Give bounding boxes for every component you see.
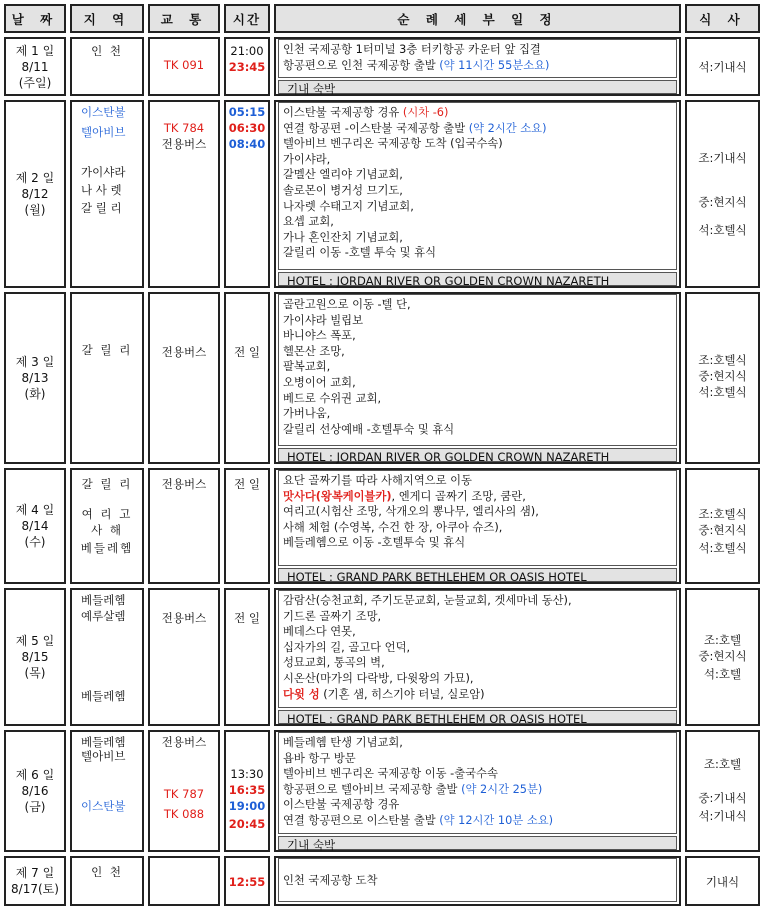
schedule-text: 나자렛 수태고지 기념교회, [283, 199, 414, 213]
schedule-line [283, 245, 672, 261]
region-name: 이스탄불 [81, 799, 126, 813]
date-label: 8/11 [21, 59, 49, 74]
schedule-line [283, 766, 672, 782]
time-value: 전 일 [234, 345, 260, 359]
meal-label: 중:기내식 [698, 791, 747, 805]
day-label: 제 5 일 [15, 634, 55, 648]
region-name: 베들레헴 [80, 541, 134, 555]
transport-label: TK 091 [163, 58, 205, 72]
header-date: 날 짜 [4, 4, 66, 33]
schedule-box [278, 858, 677, 902]
schedule-lines [283, 873, 672, 889]
region-cell [70, 100, 144, 288]
schedule-text: 가나 혼인잔치 기념교회, [283, 230, 403, 244]
meal-cell [685, 100, 760, 288]
schedule-box [278, 470, 677, 566]
transport-cell [148, 292, 220, 464]
schedule-text: 팔복교회, [283, 360, 331, 374]
schedule-text: 요단 골짜기를 따라 사해지역으로 이동 [283, 474, 472, 487]
schedule-lines [283, 735, 672, 829]
region-name: 갈 릴 리 [81, 477, 133, 491]
meal-label: 조:기내식 [698, 151, 747, 165]
schedule-line [283, 42, 672, 58]
time-cell [224, 292, 270, 464]
schedule-line [283, 535, 672, 551]
schedule-line [283, 640, 672, 656]
schedule-line [283, 359, 672, 375]
day-cell [4, 100, 66, 288]
date-label: 8/14 [21, 519, 49, 533]
time-cell [224, 730, 270, 852]
schedule-text: 성묘교회, 통곡의 벽, [283, 656, 385, 670]
schedule-text: (약 2시간 소요) [468, 121, 547, 135]
schedule-text: 인천 국제공항 도착 [283, 874, 378, 887]
time-cell [224, 588, 270, 726]
transport-cell [148, 588, 220, 726]
lodging-bar: HOTEL : GRAND PARK BETHLEHEM OR OASIS HOTEL [278, 568, 677, 582]
schedule-line [283, 344, 672, 360]
time-value: 23:45 [228, 60, 266, 74]
region-name: 갈 릴 리 [81, 201, 122, 215]
schedule-lines [283, 105, 672, 261]
day-cell [4, 588, 66, 726]
transport-label: TK 784 [163, 121, 205, 135]
lodging-bar: 기내 숙박 [278, 80, 677, 94]
transport-label: TK 787 [163, 787, 205, 801]
schedule-line [283, 782, 672, 798]
schedule-line [283, 313, 672, 329]
day-label: 제 6 일 [15, 768, 55, 782]
day-label: 제 2 일 [15, 171, 55, 185]
time-value: 19:00 [228, 799, 266, 813]
day-cell [4, 856, 66, 906]
day-cell [4, 292, 66, 464]
meal-label: 조:호텔 [703, 757, 742, 771]
schedule-line [283, 328, 672, 344]
day-label: 제 7 일 [15, 866, 55, 880]
time-cell [224, 468, 270, 584]
time-value: 전 일 [234, 611, 260, 625]
schedule-text: 맛사다(왕복케이블카) [283, 489, 392, 503]
region-cell [70, 588, 144, 726]
meal-label: 중:현지식 [698, 195, 747, 209]
weekday-label: (금) [24, 800, 46, 814]
schedule-cell [274, 292, 681, 464]
region-name: 베들레헴 [81, 735, 126, 749]
meal-label: 조:호텔 [703, 633, 742, 647]
schedule-text: 다윗 성 [283, 687, 320, 701]
schedule-text: 사해 체험 (수영복, 수건 한 장, 아쿠아 슈즈), [283, 520, 503, 534]
schedule-cell [274, 730, 681, 852]
schedule-line [283, 406, 672, 422]
schedule-text: (기혼 샘, 히스기야 터널, 실로암) [319, 687, 485, 701]
schedule-text: 헬몬산 조망, [283, 344, 345, 358]
day-cell [4, 730, 66, 852]
schedule-text: 가버나움, [283, 407, 331, 421]
schedule-line [283, 504, 672, 520]
weekday-label: (화) [24, 387, 46, 401]
transport-cell [148, 100, 220, 288]
meal-label: 조:호텔식 [698, 353, 747, 367]
region-cell [70, 292, 144, 464]
schedule-text: 베드로 수위권 교회, [283, 391, 382, 405]
schedule-line [283, 687, 672, 703]
header-schedule: 순 례 세 부 일 정 [274, 4, 681, 33]
schedule-line [283, 422, 672, 438]
weekday-label: (주일) [18, 75, 52, 90]
schedule-text: 욥바 항구 방문 [283, 751, 356, 765]
schedule-box [278, 102, 677, 270]
meal-label: 석:호텔식 [698, 541, 747, 555]
schedule-text: 골란고원으로 이동 -텔 단, [283, 298, 411, 311]
meal-label: 중:현지식 [698, 523, 747, 537]
region-name: 가이샤라 [81, 165, 126, 179]
schedule-lines [283, 297, 672, 437]
date-label: 8/16 [21, 784, 49, 798]
region-cell [70, 730, 144, 852]
region-name: 여 리 고 [81, 507, 133, 521]
region-name: 인 천 [91, 865, 123, 879]
schedule-line [283, 136, 672, 152]
region-name: 텔아비브 [81, 125, 126, 139]
schedule-line [283, 813, 672, 829]
schedule-text: 연결 항공편으로 이스탄불 출발 [283, 813, 440, 827]
region-name: 베들레헴 [81, 689, 126, 703]
meal-label: 석:기내식 [698, 60, 747, 74]
schedule-box [278, 39, 677, 78]
meal-cell [685, 730, 760, 852]
schedule-cell [274, 588, 681, 726]
schedule-text: 항공편으로 인천 국제공항 출발 [283, 58, 440, 72]
lodging-bar: HOTEL : GRAND PARK BETHLEHEM OR OASIS HOTEL [278, 710, 677, 724]
date-label: 8/17(토) [11, 882, 59, 896]
schedule-text: 가이샤라, [283, 152, 331, 166]
meal-label: 석:호텔식 [698, 223, 747, 237]
schedule-text: 인천 국제공항 1터미널 3층 터키항공 카운터 앞 집결 [283, 43, 541, 56]
schedule-text: 가이샤라 빌립보 [283, 313, 363, 327]
schedule-line [283, 105, 672, 121]
date-label: 8/12 [21, 187, 49, 201]
region-cell [70, 856, 144, 906]
time-value: 전 일 [234, 477, 260, 491]
schedule-line [283, 624, 672, 640]
schedule-line [283, 873, 672, 889]
transport-label: 전용버스 [161, 735, 207, 749]
region-name: 베들레헴 [81, 593, 126, 607]
day-label: 제 1 일 [15, 43, 55, 58]
schedule-line [283, 671, 672, 687]
date-label: 8/13 [21, 371, 49, 385]
time-value: 05:15 [228, 105, 266, 119]
schedule-line [283, 609, 672, 625]
day-label: 제 3 일 [15, 355, 55, 369]
time-cell [224, 37, 270, 96]
meal-label: 석:호텔식 [698, 385, 747, 399]
meal-label: 석:호텔 [703, 667, 742, 681]
schedule-lines [283, 42, 672, 73]
schedule-line [283, 489, 672, 505]
schedule-box [278, 294, 677, 446]
weekday-label: (수) [24, 535, 46, 549]
schedule-line [283, 655, 672, 671]
region-name: 나 사 렛 [81, 183, 122, 197]
schedule-line [283, 473, 672, 489]
meal-label: 조:호텔식 [698, 507, 747, 521]
lodging-bar: HOTEL : JORDAN RIVER OR GOLDEN CROWN NAZARETH [278, 272, 677, 286]
lodging-bar: HOTEL : JORDAN RIVER OR GOLDEN CROWN NAZARETH [278, 448, 677, 462]
schedule-text: 시온산(마가의 다락방, 다윗왕의 가묘), [283, 671, 474, 685]
time-value: 13:30 [230, 767, 264, 781]
schedule-line [283, 167, 672, 183]
transport-label: TK 088 [163, 807, 205, 821]
time-value: 12:55 [228, 875, 266, 889]
region-name: 인 천 [91, 44, 123, 58]
header-time: 시간 [224, 4, 270, 33]
schedule-line [283, 797, 672, 813]
schedule-text: 텔아비브 벤구리온 국제공항 도착 (입국수속) [283, 137, 503, 151]
schedule-text: 텔아비브 벤구리온 국제공항 이동 -출국수속 [283, 767, 498, 781]
schedule-text: 솔로몬이 병거성 므기도, [283, 183, 403, 197]
header-transport: 교 통 [148, 4, 220, 33]
transport-label: 전용버스 [161, 345, 207, 359]
schedule-cell [274, 37, 681, 96]
transport-label: 전용버스 [161, 137, 207, 151]
schedule-line [283, 751, 672, 767]
schedule-lines [283, 473, 672, 551]
schedule-line [283, 391, 672, 407]
schedule-text: 갈멜산 엘리야 기념교회, [283, 168, 403, 182]
schedule-line [283, 230, 672, 246]
schedule-text: 연결 항공편 -이스탄불 국제공항 출발 [283, 121, 469, 135]
schedule-text: 여리고(시험산 조망, 삭개오의 뽕나무, 엘리사의 샘), [283, 505, 539, 519]
schedule-text: 요셉 교회, [283, 215, 334, 229]
schedule-text: 기드론 골짜기 조망, [283, 609, 382, 623]
day-cell [4, 37, 66, 96]
time-value: 21:00 [230, 44, 264, 58]
time-value: 20:45 [228, 817, 266, 831]
meal-cell [685, 468, 760, 584]
time-value: 08:40 [228, 137, 266, 151]
schedule-line [283, 375, 672, 391]
transport-cell [148, 468, 220, 584]
schedule-box [278, 732, 677, 834]
meal-label: 중:현지식 [698, 649, 747, 663]
transport-label: 전용버스 [161, 611, 207, 625]
schedule-cell [274, 856, 681, 906]
meal-cell [685, 588, 760, 726]
schedule-line [283, 183, 672, 199]
schedule-text: 바니야스 폭포, [283, 329, 356, 343]
meal-label: 석:기내식 [698, 809, 747, 823]
transport-cell [148, 37, 220, 96]
schedule-box [278, 590, 677, 708]
region-name: 예루살렘 [81, 609, 126, 623]
weekday-label: (월) [24, 203, 46, 217]
date-label: 8/15 [21, 650, 49, 664]
time-cell [224, 856, 270, 906]
header-region: 지 역 [70, 4, 144, 33]
schedule-text: 이스탄불 국제공항 경유 [283, 106, 403, 119]
schedule-text: (약 12시간 10분 소요) [439, 813, 554, 827]
day-label: 제 4 일 [15, 503, 55, 517]
region-cell [70, 468, 144, 584]
meal-label: 기내식 [705, 875, 740, 889]
schedule-text: 항공편으로 텔아비브 국제공항 출발 [283, 782, 462, 796]
schedule-text: 베들레헴 탄생 기념교회, [283, 736, 403, 749]
schedule-line [283, 199, 672, 215]
schedule-line [283, 297, 672, 313]
meal-cell [685, 292, 760, 464]
schedule-text: (약 11시간 55분소요) [439, 58, 550, 72]
region-name: 이스탄불 [81, 105, 126, 119]
schedule-line [283, 121, 672, 137]
schedule-line [283, 58, 672, 74]
schedule-cell [274, 468, 681, 584]
transport-label: 전용버스 [161, 477, 207, 491]
schedule-line [283, 593, 672, 609]
schedule-text: 오병이어 교회, [283, 375, 356, 389]
schedule-text: 갈릴리 이동 -호텔 투숙 및 휴식 [283, 246, 436, 260]
region-name: 텔아비브 [81, 749, 126, 763]
schedule-line [283, 214, 672, 230]
schedule-text: (시차 -6) [402, 106, 449, 119]
schedule-text: 베들레헴으로 이동 -호텔투숙 및 휴식 [283, 536, 466, 550]
transport-cell [148, 856, 220, 906]
schedule-line [283, 152, 672, 168]
region-name: 갈 릴 리 [81, 343, 133, 357]
time-cell [224, 100, 270, 288]
schedule-lines [283, 593, 672, 702]
region-cell [70, 37, 144, 96]
region-name: 사 해 [91, 523, 123, 537]
time-value: 06:30 [228, 121, 266, 135]
header-meal: 식 사 [685, 4, 760, 33]
transport-cell [148, 730, 220, 852]
schedule-text: 감람산(승천교회, 주기도문교회, 눈물교회, 겟세마네 동산), [283, 594, 572, 607]
schedule-text: 십자가의 길, 골고다 언덕, [283, 640, 411, 654]
day-cell [4, 468, 66, 584]
schedule-text: (약 2시간 25분) [461, 782, 543, 796]
schedule-cell [274, 100, 681, 288]
schedule-text: 베데스다 연못, [283, 625, 356, 639]
schedule-line [283, 520, 672, 536]
time-value: 16:35 [228, 783, 266, 797]
schedule-text: , 엔게디 골짜기 조망, 쿰란, [391, 489, 526, 503]
schedule-line [283, 735, 672, 751]
lodging-bar: 기내 숙박 [278, 836, 677, 850]
weekday-label: (목) [24, 666, 46, 680]
meal-label: 중:현지식 [698, 369, 747, 383]
schedule-text: 갈릴리 선상예배 -호텔투숙 및 휴식 [283, 422, 455, 436]
meal-cell [685, 856, 760, 906]
meal-cell [685, 37, 760, 96]
schedule-text: 이스탄불 국제공항 경유 [283, 798, 400, 812]
